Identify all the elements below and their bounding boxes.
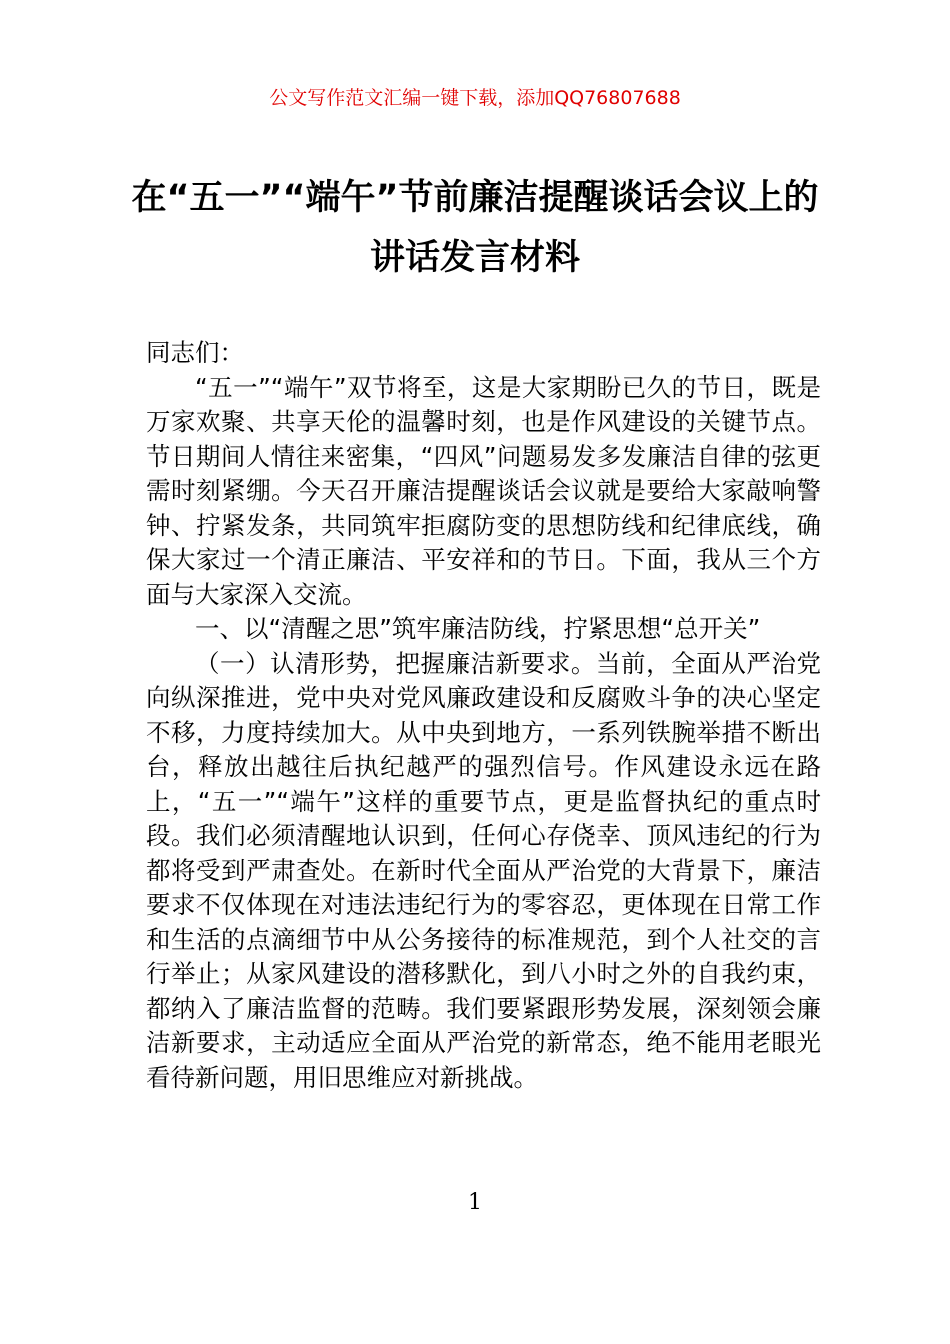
paragraph-subsection-1: （一）认清形势，把握廉洁新要求。当前，全面从严治党向纵深推进，党中央对党风廉政建设和反腐败斗争的决心坚定不移，力度持续加大。从中央到地方，一系列铁腕举措不断出台，释放出越往后执纪越严的强烈信号。作风建设永远在路上，“五一”“端午”这样的重要节点，更是监督执纪的重点时段。我们必须清醒地认识到，任何心存侥幸、顶风违纪的行为都将受到严肃查处。在新时代全面从严治党的大背景下，廉洁要求不仅体现在对违法违纪行为的零容忍，更体现在日常工作和生活的点滴细节中从公务接待的标准规范，到个人社交的言行举止；从家风建设的潜移默化，到八小时之外的自我约束，都纳入了廉洁监督的范畴。我们要紧跟形势发展，深刻领会廉洁新要求，主动适应全面从严治党的新常态，绝不能用老眼光看待新问题，用旧思维应对新挑战。 [146, 648, 821, 1092]
download-notice: 公文写作范文汇编一键下载，添加QQ76807688 [269, 87, 681, 109]
section-heading-1: 一、以“清醒之思”筑牢廉洁防线，拧紧思想“总开关” [195, 614, 761, 643]
page-number: 1 [468, 1190, 482, 1215]
salutation: 同志们： [146, 338, 244, 367]
paragraph-intro: “五一”“端午”双节将至，这是大家期盼已久的节日，既是万家欢聚、共享天伦的温馨时刻，也是作风建设的关键节点。节日期间人情往来密集，“四风”问题易发多发廉洁自律的弦更需时刻紧绷。今天召开廉洁提醒谈话会议就是要给大家敲响警钟、拧紧发条，共同筑牢拒腐防变的思想防线和纪律底线，确保大家过一个清正廉洁、平安祥和的节日。下面，我从三个方面与大家深入交流。 [146, 372, 821, 609]
document-body [146, 336, 821, 1095]
document-title: 在“五一”“端午”节前廉洁提醒谈话会议上的讲话发言材料 [131, 178, 819, 278]
